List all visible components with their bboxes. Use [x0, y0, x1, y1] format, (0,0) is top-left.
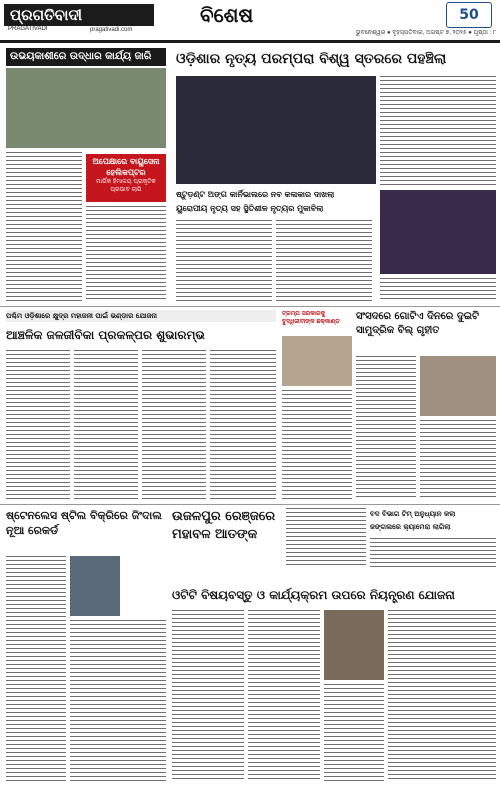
- story3-kicker: ପଶ୍ଚିମ ଓଡ଼ିଶାରେ କ୍ଷୁଦ୍ର ମହାଜନୀ ପାଇଁ ଭଣ୍ଡାର ଯୋଜନା: [6, 310, 276, 322]
- story7-headline: ଓଟିଟି ବିଷୟବସ୍ତୁ ଓ କାର୍ଯ୍ୟକ୍ରମ ଉପରେ ନିୟନ୍ତ୍ରଣ ଯୋଜନା: [172, 588, 455, 602]
- story2-text-right: [380, 76, 496, 186]
- story4-text-2: [356, 356, 416, 500]
- story5-text-2: [70, 620, 166, 782]
- story2-photo-dance: [380, 190, 496, 274]
- story1-photo: [6, 68, 166, 148]
- story5-photo: [70, 556, 120, 616]
- story4-headline: ସଂସଦରେ ଗୋଟିଏ ଦିନରେ ଦୁଇଟି ସାମୁଦ୍ରିକ ବିଲ୍ ଗୃହୀତ: [356, 311, 479, 336]
- story2-headline: ଓଡ଼ିଶାର ନୃତ୍ୟ ପରମ୍ପରା ବିଶ୍ୱ ସ୍ତରରେ ପହଞ୍ଚିଲା: [176, 51, 447, 67]
- story4-photo-2: [420, 356, 496, 416]
- story3-text-3: [142, 350, 206, 500]
- story7-photo: [324, 610, 384, 680]
- masthead-rule: [0, 40, 500, 43]
- story2-subhead1: ଷ୍ଟୁଡ଼ଣ୍ଟ ଅଙ୍ଗ କାର୍ନିଭାଲରେ ନବ କଳାକାର ଦାଖଲା: [176, 190, 335, 199]
- story3-text-4: [210, 350, 276, 500]
- story3-headline: ଆଞ୍ଚଳିକ ଜଳଜୀବିକା ପ୍ରକଳ୍ପର ଶୁଭାରମ୍ଭ: [6, 328, 205, 342]
- story1-text: [6, 152, 82, 302]
- story7-text-1: [172, 610, 244, 782]
- anniversary-badge: 50: [446, 2, 492, 28]
- website-label: pragativadi.com: [90, 27, 133, 33]
- story4-text-3: [420, 420, 496, 500]
- story5-headline: ଷ୍ଟେନଲେସ ଷ୍ଟିଲ ବିକ୍ରିରେ ଜିଂଦାଲ ନୂଆ ରେକର୍ଡ: [6, 509, 162, 537]
- story2-photo-group: [176, 76, 376, 184]
- story7-subhead2: ଜଙ୍ଗଲରେ କ୍ୟାମେରା ଲାଗିଲା: [370, 523, 451, 531]
- story1-callout: [86, 154, 166, 202]
- story7-text-3: [324, 684, 384, 782]
- story2-subheads: [176, 188, 376, 216]
- story6-text-1: [286, 508, 366, 568]
- story4-kicker: ଟ୍ରମ୍ପ ସରକାରକୁ ବୁଦ୍ଧିଜୀବୀଙ୍କ ଛକ୍କାଣ୍ଡ: [282, 310, 340, 325]
- story4-text-1: [282, 390, 352, 500]
- masthead: [0, 0, 500, 34]
- section-title: ବିଶେଷ: [200, 3, 254, 27]
- logo-subtitle: PRAGATIVADI: [8, 26, 48, 32]
- story1-headline: ଉଭୟକାଶୀରେ ଉଦ୍ଧାର କାର୍ଯ୍ୟ ଜାରି: [6, 48, 166, 66]
- story7-text-top: [370, 538, 496, 568]
- dateline: ଭୁବନେଶ୍ୱର ● ବୃହସ୍ପତିବାର, ଅଗଷ୍ଟ ୭, ୨୦୨୫ ● ପୃଷ୍ଠା : ୮: [355, 30, 496, 36]
- story4-photo-1: [282, 336, 352, 386]
- newspaper-logo: ପ୍ରଗତିବାଦୀ: [4, 4, 154, 26]
- story7-text-4: [388, 610, 496, 782]
- story2-text-3: [380, 278, 496, 302]
- story1-callout-title: ଅପେକ୍ଷାରେ ବାୟୁସେନା ହେଲିକପ୍ଟର: [92, 157, 160, 177]
- story1-text-2: [86, 206, 166, 302]
- story3-text-2: [74, 350, 138, 500]
- story2-text-1: [176, 220, 272, 302]
- story7-subheads: [370, 508, 496, 534]
- story2-text-2: [276, 220, 372, 302]
- story5-text-1: [6, 556, 66, 782]
- story3-text-1: [6, 350, 70, 500]
- story1-callout-sub: ମାର୍ଗିକ ହିମାଳୟ ପ୍ରାକୃତିକ ପ୍ରଭାବ ଲାଗି: [96, 178, 156, 193]
- story7-text-2: [248, 610, 320, 782]
- section-divider-2: [0, 504, 500, 505]
- section-divider-1: [0, 306, 500, 307]
- story6-headline: ଉଜଳପୁର ରେଞ୍ଜରେ ମହାବଳ ଆତଙ୍କ: [172, 509, 276, 542]
- story2-subhead2: ୟୁରୋପୀୟ ନୃତ୍ୟ ସହ ସ୍ଥିତିଶୀଳ ନୃତ୍ୟର ମୁକାବିଲା: [176, 204, 324, 213]
- story7-subhead1: ବଦ ବିଭାଗ ଟିମ୍ ଅନୁଧ୍ୟାନ କଲା: [370, 510, 456, 518]
